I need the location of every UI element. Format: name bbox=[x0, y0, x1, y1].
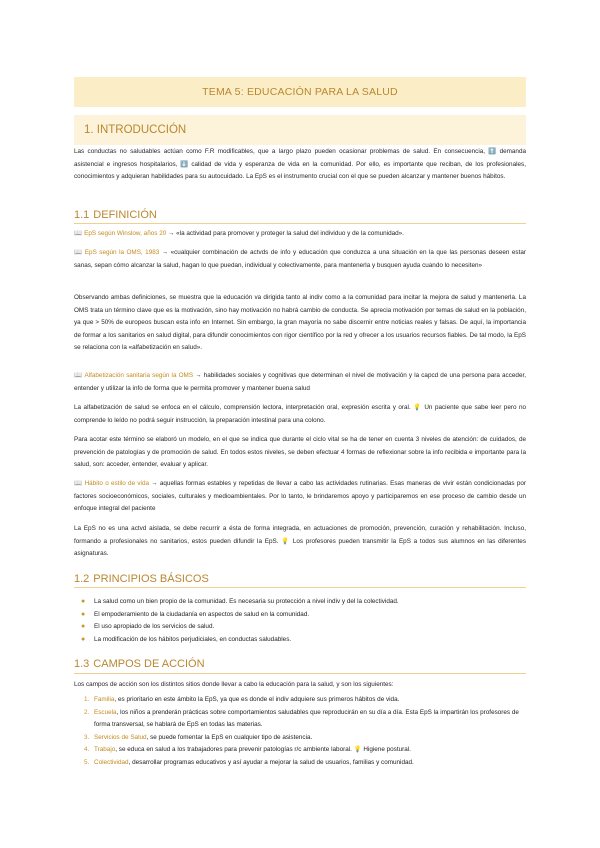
eps-text-a: La EpS no es una actvd aislada, se debe recurrir a ésta de forma integrada, en actuaciones de promoción, prevención, curación y rehabilitación. Incluso, formando a profesionales no sanitarios, estos pueden difundir la EpS. bbox=[74, 525, 526, 545]
definition-term: Alfabetización sanitaria según la OMS bbox=[84, 372, 194, 379]
campo-term: Trabajo bbox=[94, 746, 116, 753]
lightbulb-icon: 💡 bbox=[281, 537, 291, 545]
list-item bbox=[74, 609, 526, 622]
bullet-icon: ● bbox=[81, 610, 86, 618]
definition-text: → «la actividad para promover y proteger la salud del individuo y de la comunidad». bbox=[168, 230, 404, 237]
book-icon: 📖 bbox=[74, 372, 83, 379]
campo-text: , desarrollar programas educativos y así ayudar a mejorar la salud de usuarios, familias y comunidad. bbox=[128, 758, 414, 766]
list-item bbox=[74, 732, 526, 745]
campo-term: Servicios de Salud bbox=[94, 733, 147, 741]
arrow-down-icon: ⬇️ bbox=[180, 160, 189, 168]
definition-alfabetizacion bbox=[74, 370, 526, 395]
list-number: 5. bbox=[84, 758, 90, 766]
subsection-number: 1.3 bbox=[74, 658, 90, 670]
list-item bbox=[74, 634, 526, 647]
intro-text-b: demanda asistencial e ingresos hospitalarios, bbox=[74, 148, 527, 168]
intro-text-c: calidad de vida y esperanza de vida en la comunidad. Por ello, es importante que reciban, de los profesionales, conocimientos y adquieran habilidades para su autocuidado. La EpS es el instrumento crucial con el que se pueden alcanzar y mantener buenos hábitos. bbox=[74, 160, 526, 180]
definition-winslow bbox=[74, 228, 526, 241]
principios-list bbox=[74, 596, 526, 646]
alfabetizacion-text-b: Un paciente que sabe leer pero no comprende lo leído no podrá seguir instrucción, la preparación intestinal para una colono. bbox=[74, 404, 527, 424]
list-number: 1. bbox=[84, 696, 90, 703]
subsection-title: PRINCIPIOS BÁSICOS bbox=[93, 573, 209, 585]
campo-text: , es prioritario en este ámbito la EpS, ya que es donde el indiv adquiere sus primeros hábitos de vida. bbox=[114, 696, 400, 703]
subsection-title: CAMPOS DE ACCIÓN bbox=[93, 658, 205, 670]
list-item-text: El empoderamiento de la ciudadanía en aspectos de salud en la comunidad. bbox=[94, 610, 310, 618]
section-heading-text: 1. INTRODUCCIÓN bbox=[84, 124, 187, 136]
campo-term: Familia bbox=[94, 696, 115, 703]
subsection-number: 1.1 bbox=[74, 209, 90, 221]
lightbulb-icon: 💡 bbox=[353, 746, 362, 753]
book-icon: 📖 bbox=[74, 249, 83, 256]
campos-intro: Los campos de acción son los distintos sitios donde llevar a cabo la educación para la salud, y son los siguientes: bbox=[74, 681, 394, 688]
definition-term: Hábito o estilo de vida bbox=[84, 480, 149, 487]
definition-term: EpS según la OMS, 1983 bbox=[84, 249, 160, 256]
list-item-text: La modificación de los hábitos perjudiciales, en conductas saludables. bbox=[94, 635, 292, 643]
subsection-number: 1.2 bbox=[74, 573, 90, 585]
subsection-rule bbox=[74, 673, 526, 674]
alfabetizacion-paragraph bbox=[74, 402, 526, 427]
eps-paragraph bbox=[74, 523, 526, 561]
list-number: 4. bbox=[84, 746, 90, 753]
definition-oms bbox=[74, 247, 526, 272]
bullet-icon: ● bbox=[81, 623, 86, 630]
subsection-title: DEFINICIÓN bbox=[93, 209, 157, 221]
definition-habito bbox=[74, 478, 526, 516]
lightbulb-icon: 💡 bbox=[413, 404, 422, 411]
campos-list bbox=[74, 694, 526, 769]
list-item bbox=[74, 744, 526, 757]
subsection-heading-definicion bbox=[74, 209, 157, 221]
list-number: 2. bbox=[84, 708, 90, 716]
list-item bbox=[74, 694, 526, 707]
list-item bbox=[74, 707, 526, 732]
document-title-text: TEMA 5: EDUCACIÓN PARA LA SALUD bbox=[202, 86, 398, 98]
intro-text-a: Las conductas no saludables actúan como F.R modificables, que a largo plazo pueden ocasionar problemas de salud. En consecuencia, bbox=[74, 148, 486, 155]
alfabetizacion-text-a: La alfabetización de salud se enfoca en el cálculo, comprensión lectora, interpretación oral, expresión escrita y oral. bbox=[74, 404, 411, 411]
arrow-up-icon: ⬆️ bbox=[488, 148, 497, 155]
book-icon: 📖 bbox=[74, 230, 83, 237]
definition-term: EpS según Winslow, años 20 bbox=[84, 230, 167, 237]
list-item-text: El uso apropiado de los servicios de salud. bbox=[94, 623, 215, 630]
campo-term: Colectividad bbox=[94, 758, 129, 766]
modelo-paragraph: Para acotar este término se elaboró un modelo, en el que se indica que durante el ciclo vital se ha de tener en cuenta 3 niveles de atención: de cuidados, de prevención de patologías y de promoción de salud. En todos estos niveles, se deben efectuar 4 formas de reflexionar sobre la info recibida e importante para la salud, son: acceder, entender, evaluar y aplicar. bbox=[74, 436, 526, 468]
list-item bbox=[74, 596, 526, 609]
subsection-rule bbox=[74, 587, 526, 588]
campo-text: , se puede fomentar la EpS en cualquier tipo de asistencia. bbox=[146, 733, 313, 741]
section-heading-introduccion bbox=[74, 115, 526, 145]
definition-text: → «cualquier combinación de actvds de info y educación que conduzca a una situación en la que las personas deseen estar sanas, sepan cómo alcanzar la salud, hagan lo que puedan, individual y colectivamente, para mantenerla y busquen ayuda cuando lo necesiten» bbox=[74, 249, 527, 269]
subsection-rule bbox=[74, 223, 526, 224]
intro-paragraph bbox=[74, 146, 526, 184]
document-title bbox=[74, 77, 526, 107]
eps-text-b: Los profesores pueden transmitir la EpS a todos sus alumnos en las diferentes asignaturas. bbox=[74, 537, 527, 557]
definition-text: → aquellas formas estables y repetidas de llevar a cabo las actividades rutinarias. Esas maneras de vivir están condicionadas por factores socioeconómicos, sociales, culturales y medioambientales. Por lo tanto, le brindaremos apoyo y participaremos en ese proceso de cambio desde un enfoque integral del paciente bbox=[74, 480, 527, 512]
list-item-text: La salud como un bien propio de la comunidad. Es necesaria su protección a nivel indiv y del la colectividad. bbox=[94, 598, 399, 605]
bullet-icon: ● bbox=[81, 598, 86, 605]
subsection-heading-campos bbox=[74, 658, 205, 670]
campo-term: Escuela bbox=[94, 708, 117, 716]
campo-text: , los niños a prenderán prácticas sobre comportamientos saludables que reproducirán en su día a día. Esta EpS la impartirán los profesores de forma transversal, se hablará de EpS en todas las materias. bbox=[94, 708, 519, 728]
list-item bbox=[74, 757, 526, 770]
bullet-icon: ● bbox=[81, 635, 86, 643]
list-number: 3. bbox=[84, 733, 90, 741]
definition-text: → habilidades sociales y cognitivas que determinan el nivel de motivación y la capcd de una persona para acceder, entender y utilizar la info de forma que le permita promover y mantener buena salud bbox=[74, 372, 527, 392]
subsection-heading-principios bbox=[74, 573, 209, 585]
list-item bbox=[74, 621, 526, 634]
observation-paragraph: Observando ambas definiciones, se muestra que la educación va dirigida tanto al indiv como a la comunidad para incitar la mejora de salud y mantenerla. La OMS trata un término clave que es la motivación, sino hay motivación no habrá cambio de conducta. Se aprecia motivación por temas de salud en la población, ya que > 50% de europeos buscan esta info en Internet. Sin embargo, la gran mayoría no sabe discernir entre noticias reales y falsas. De aquí, la importancia de formar a los sanitarios en salud digital, para difundir conocimientos con rigor científico por la red y ofrecer a los usuarios recursos fiables. De tal modo, la EpS se relaciona con la «alfabetización en salud». bbox=[74, 294, 526, 351]
campo-text: , se educa en salud a los trabajadores para prevenir patologías r/c ambiente laboral. bbox=[115, 746, 352, 753]
campo-extra: Higiene postural. bbox=[363, 746, 411, 753]
book-icon: 📖 bbox=[74, 480, 83, 487]
